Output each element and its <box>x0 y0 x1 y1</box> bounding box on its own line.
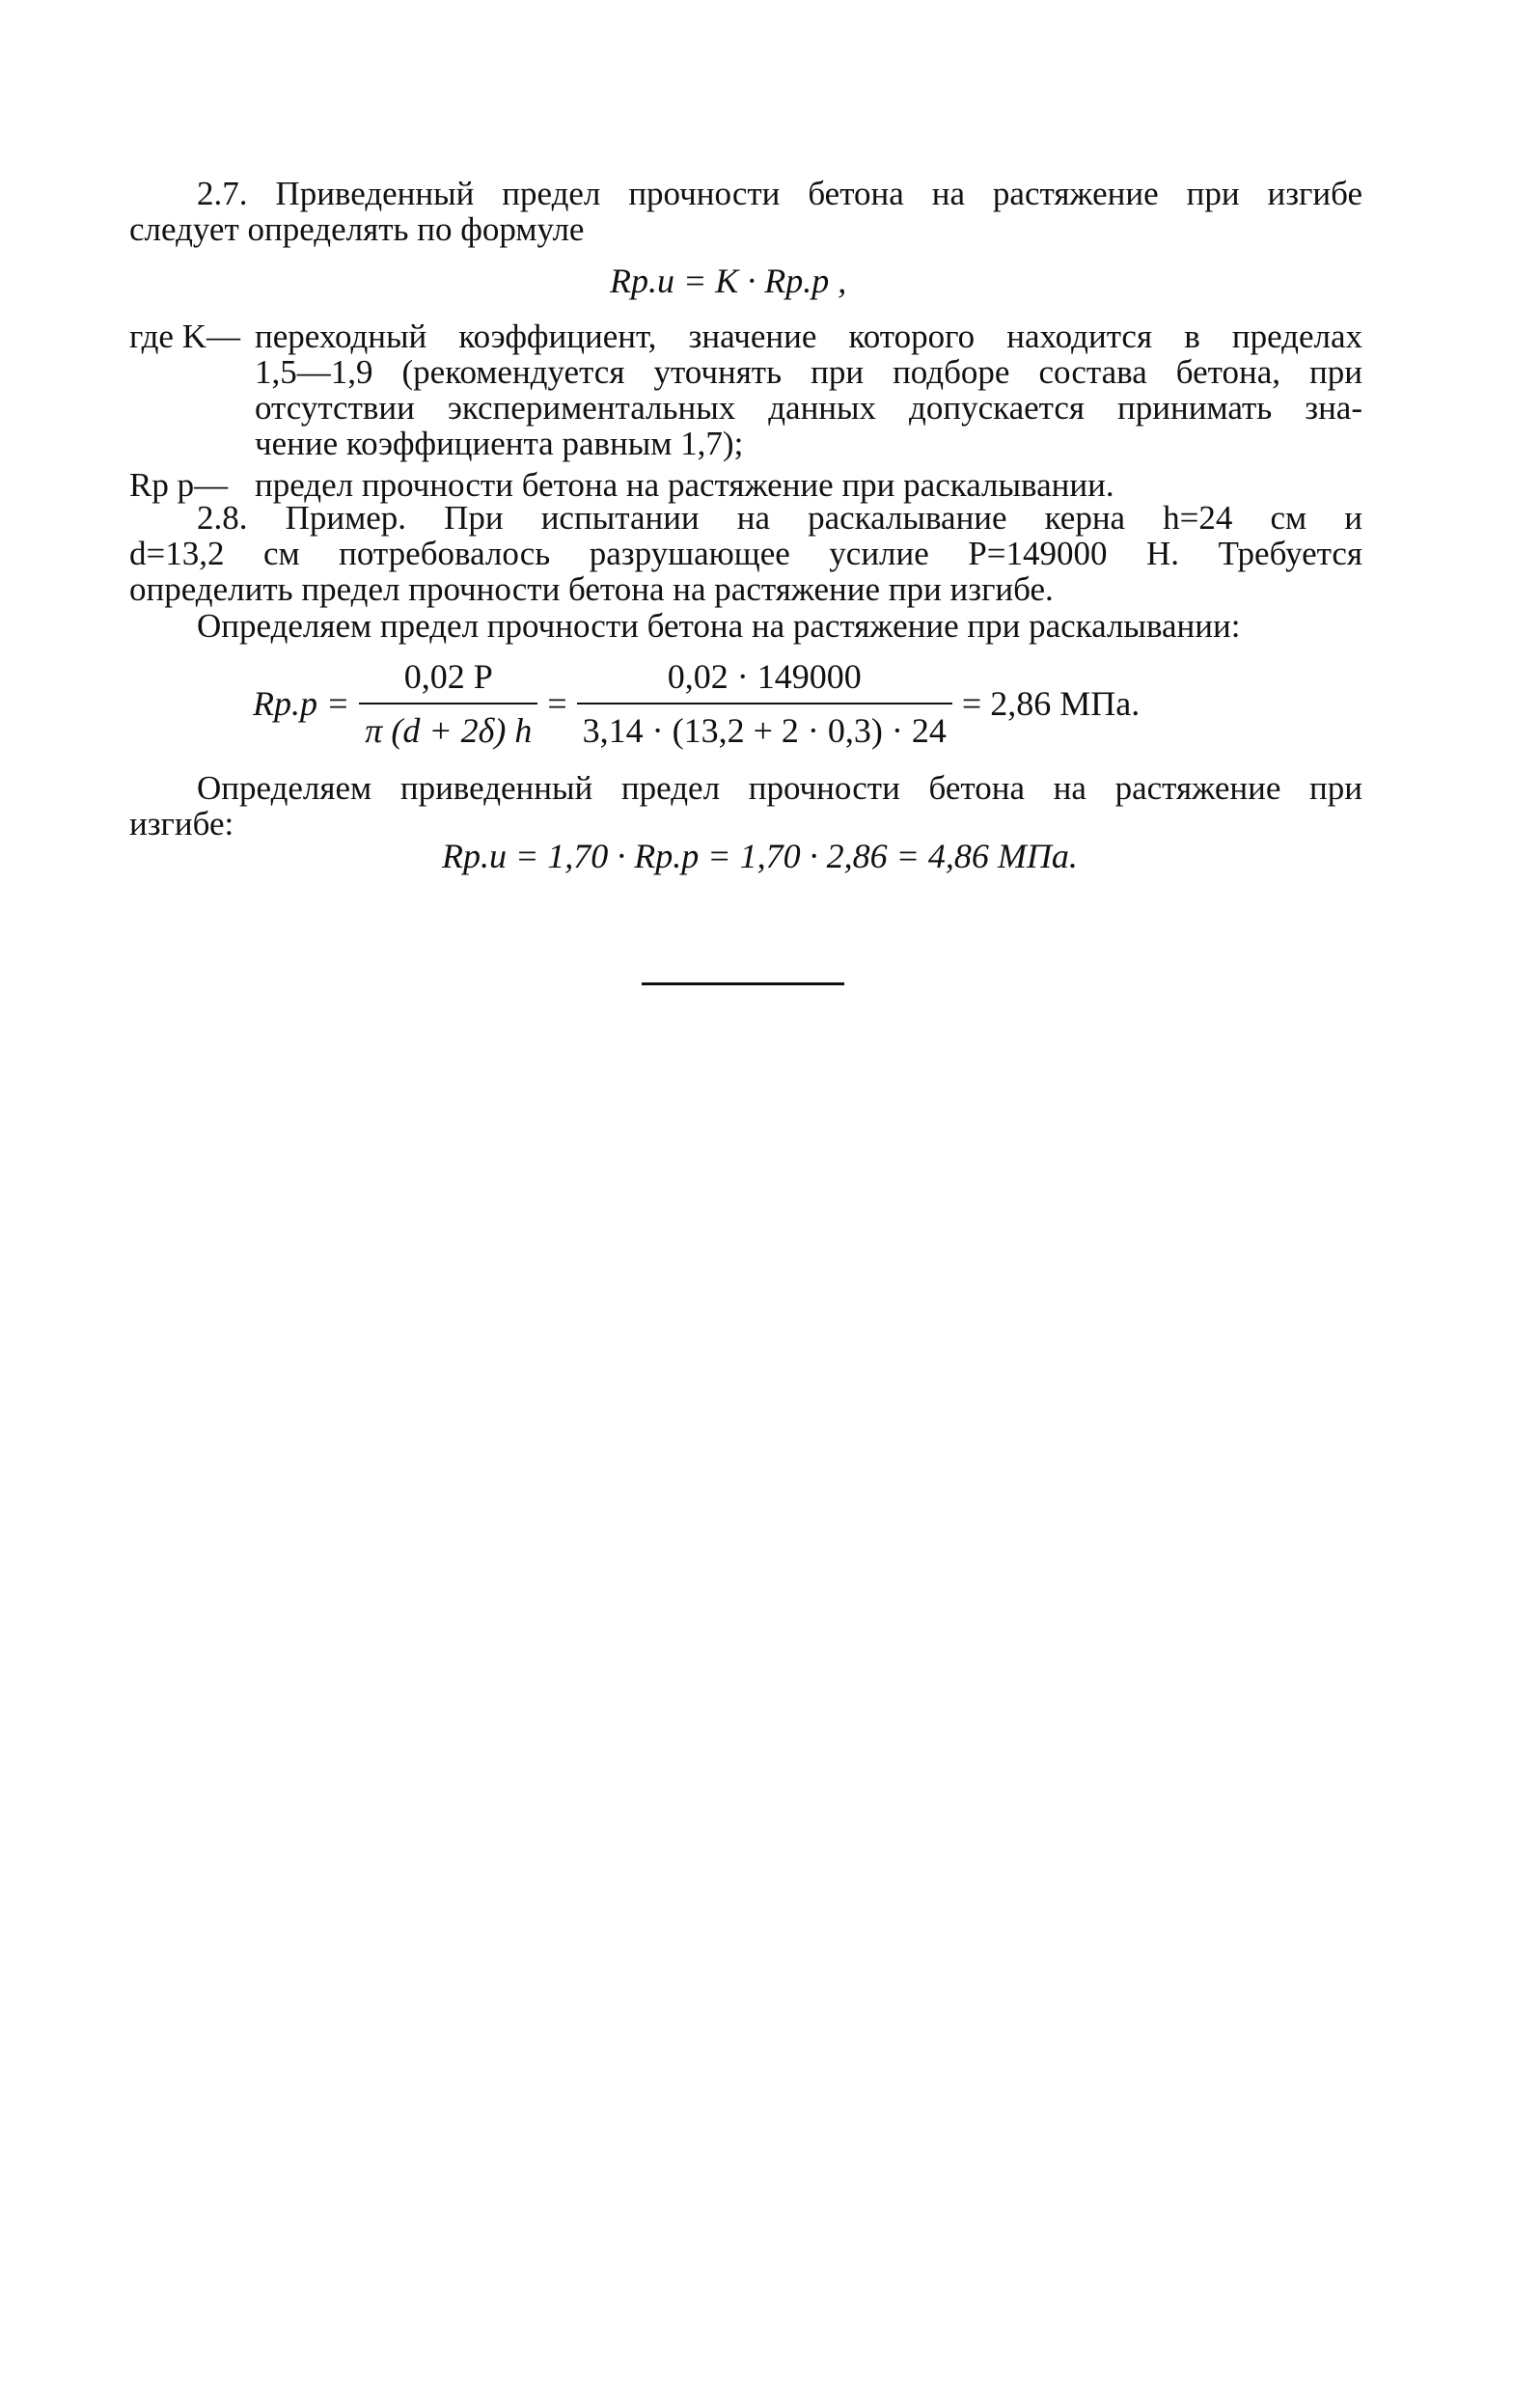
section-2-8-line-2: d=13,2 см потребовалось разрушающее усилие P=149000 Н. Требуется <box>129 535 1362 572</box>
definition-desc <box>255 318 1362 461</box>
definitions-list <box>129 318 1362 503</box>
fraction-numerator: 0,02 · 149000 <box>667 657 862 696</box>
section-2-7-line-2: следует определять по формуле <box>129 210 585 248</box>
final-formula: Rр.и = 1,70 · Rр.р = 1,70 · 2,86 = 4,86 МПа. <box>442 837 1078 875</box>
fraction-numerator: 0,02 P <box>403 657 493 696</box>
separator-line <box>642 982 844 985</box>
definition-line: отсутствии экспериментальных данных допускается принимать зна- <box>255 389 1362 427</box>
step-1-text <box>129 608 1362 644</box>
definition-rpp <box>129 467 1362 503</box>
section-2-8-example <box>129 500 1362 607</box>
step-2-line-2: изгибе: <box>129 805 234 842</box>
fraction-denominator: π (d + 2δ) h <box>365 711 533 750</box>
formula-rri: Rр.и = K · Rр.р , <box>610 262 847 300</box>
section-2-8-line-3: определить предел прочности бетона на растяжение при изгибе. <box>129 570 1054 608</box>
definition-line: 1,5—1,9 (рекомендуется уточнять при подборе состава бетона, при <box>255 353 1362 391</box>
definition-line: переходный коэффициент, значение которого находится в пределах <box>255 318 1362 355</box>
equals-sign: = <box>547 684 567 723</box>
formula-lhs: Rр.р = <box>253 684 350 723</box>
section-2-7-line-1: 2.7. Приведенный предел прочности бетона на растяжение при изгибе <box>197 175 1362 212</box>
section-2-7-intro <box>129 176 1362 247</box>
step-2-line-1: Определяем приведенный предел прочности бетона на растяжение при <box>197 769 1362 807</box>
definition-line: чение коэффициента равным 1,7); <box>255 425 744 462</box>
definition-term: где K— <box>129 318 240 355</box>
definition-k <box>129 318 1362 461</box>
definition-desc <box>255 467 1362 503</box>
fraction-symbolic <box>359 656 537 751</box>
formula-result: = 2,86 МПа. <box>961 684 1141 723</box>
definition-line: предел прочности бетона на растяжение при раскалывании. <box>255 466 1114 504</box>
section-2-8-line-1: 2.8. Пример. При испытании на раскалывание керна h=24 см и <box>197 499 1362 537</box>
fraction-numeric <box>577 656 952 751</box>
definition-term: Rр р— <box>129 466 229 504</box>
step-2-text <box>129 770 1362 842</box>
fraction-denominator: 3,14 · (13,2 + 2 · 0,3) · 24 <box>582 711 947 750</box>
formula-rpp <box>253 656 1140 751</box>
step-1-line: Определяем предел прочности бетона на растяжение при раскалывании: <box>197 607 1241 645</box>
